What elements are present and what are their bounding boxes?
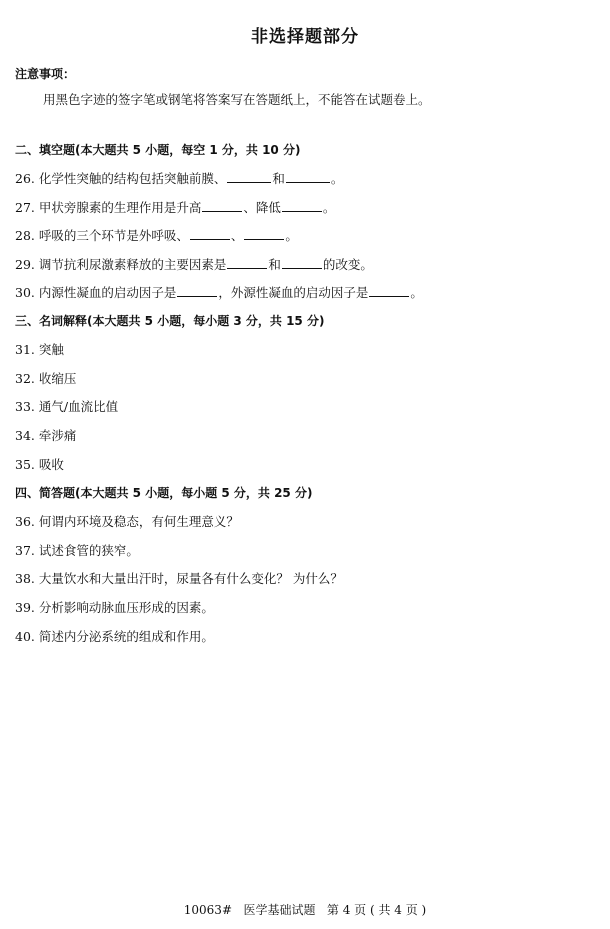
- section-heading-definitions: 三、名词解释(本大题共 5 小题，每小题 3 分，共 15 分): [15, 314, 325, 328]
- section-heading-short-answer: 四、简答题(本大题共 5 小题，每小题 5 分，共 25 分): [15, 486, 313, 500]
- question-text: 、降低: [243, 200, 281, 215]
- question-34: 34. 牵涉痛: [15, 428, 77, 443]
- question-32: 32. 收缩压: [15, 371, 77, 386]
- answer-blank: [177, 284, 217, 297]
- question-text: 。: [410, 285, 423, 300]
- question-text: 、: [230, 228, 244, 243]
- question-text: 。: [330, 171, 344, 186]
- answer-blank: [282, 256, 322, 269]
- answer-blank: [244, 227, 284, 240]
- page-footer: 10063# 医学基础试题 第 4 页 ( 共 4 页 ): [183, 903, 427, 917]
- question-text: 和: [272, 171, 285, 186]
- question-text: 26. 化学性突触的结构包括突触前膜、: [15, 171, 227, 186]
- answer-blank: [282, 199, 322, 212]
- answer-blank: [227, 170, 271, 183]
- question-40: 40. 简述内分泌系统的组成和作用。: [15, 629, 214, 644]
- notice-text: 用黑色字迹的签字笔或钢笔将答案写在答题纸上，不能答在试题卷上。: [43, 92, 431, 107]
- answer-blank: [286, 170, 330, 183]
- question-27: [15, 198, 335, 216]
- question-text: 27. 甲状旁腺素的生理作用是升高: [15, 200, 202, 215]
- question-38: 38. 大量饮水和大量出汗时，尿量各有什么变化？ 为什么？: [15, 571, 343, 586]
- question-text: 。: [322, 200, 336, 215]
- page-title: 非选择题部分: [251, 27, 359, 47]
- answer-blank: [202, 199, 242, 212]
- section-heading-fill-blank: 二、填空题(本大题共 5 小题，每空 1 分，共 10 分): [15, 143, 301, 157]
- answer-blank: [369, 284, 409, 297]
- answer-blank: [227, 256, 267, 269]
- question-text: 。: [285, 228, 298, 243]
- notice-heading: 注意事项：: [15, 67, 76, 81]
- question-37: 37. 试述食管的狭窄。: [15, 543, 139, 558]
- question-text: 和: [268, 257, 281, 272]
- question-text: ，外源性凝血的启动因子是: [218, 285, 369, 300]
- question-28: [15, 226, 298, 244]
- question-text: 30. 内源性凝血的启动因子是: [15, 285, 177, 300]
- question-text: 29. 调节抗利尿激素释放的主要因素是: [15, 257, 227, 272]
- question-33: 33. 通气/血流比值: [15, 399, 119, 414]
- question-36: 36. 何谓内环境及稳态，有何生理意义？: [15, 514, 239, 529]
- answer-blank: [190, 227, 230, 240]
- question-text: 28. 呼吸的三个环节是外呼吸、: [15, 228, 189, 243]
- question-31: 31. 突触: [15, 342, 64, 357]
- question-30: [15, 283, 423, 301]
- question-35: 35. 吸收: [15, 457, 64, 472]
- question-39: 39. 分析影响动脉血压形成的因素。: [15, 600, 214, 615]
- question-26: [15, 169, 343, 187]
- question-29: [15, 255, 373, 273]
- question-text: 的改变。: [322, 257, 373, 272]
